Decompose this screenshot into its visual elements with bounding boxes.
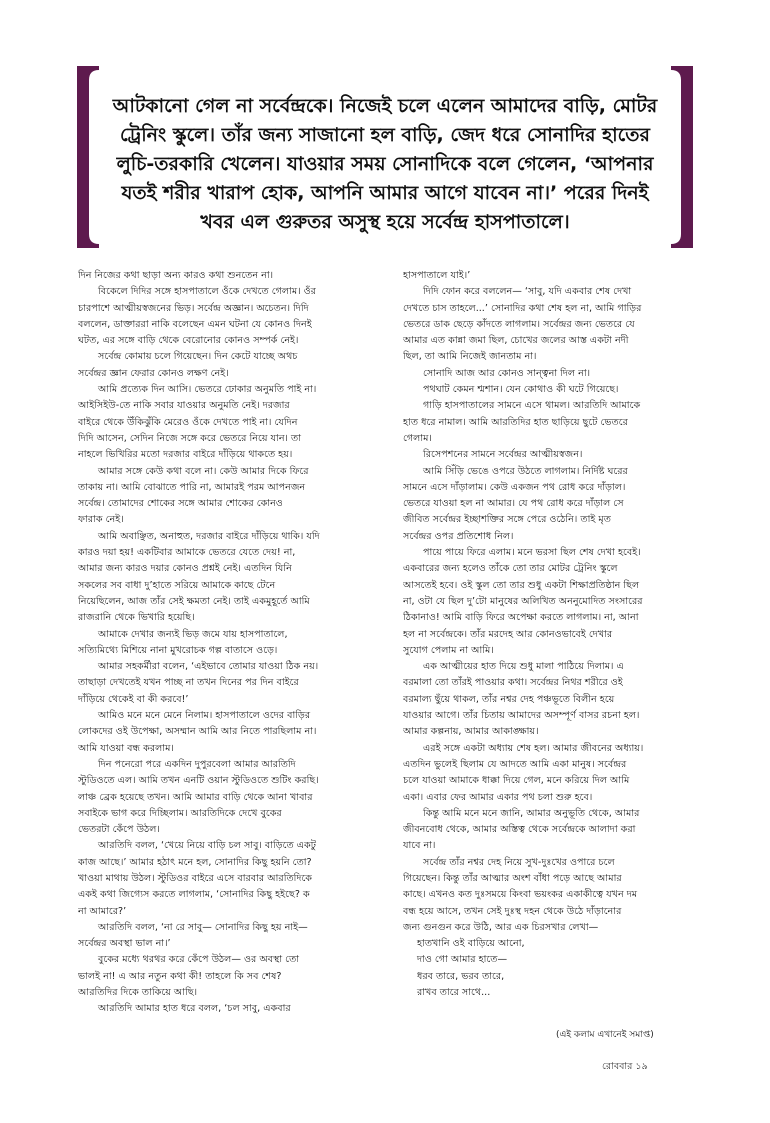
left-bracket-shape [77,66,99,248]
text-line: সর্বেন্দ্র। তোমাদের শোকের সঙ্গে আমার শোকের কোনও [78,498,283,510]
text-line: একা। এবার ফের আমার একার পথ চলা শুরু হবে। [403,791,593,803]
text-line: যাওয়ার আগে। তাঁর চিতায় আমাদের অসম্পূর্ণ বাসর রচনা হল। [403,710,640,722]
left-bracket-ornament [77,66,101,248]
text-line: সর্বেন্দ্র তাঁর নশ্বর দেহ নিয়ে সুখ-দুঃখের ওপারে চলে [423,856,615,868]
text-line: বরমালা তো তাঁরই পাওয়ার কথা। সর্বেন্দ্রর নিথর শরীরে ওই [403,677,623,689]
text-line: আমার এত কান্না জমা ছিল, চোখের জলের আস্ত একটা নদী [403,335,629,347]
verse-line: রাখব তারে সাথে... [417,987,491,999]
text-line: জীবনবোধ থেকে, আমার অস্তিত্ব থেকে সর্বেন্দ্রকে আলাদা করা [403,824,636,836]
text-line: আরতিদি বলল, ‘খেয়ে নিয়ে বাড়ি চল সাবু। বাড়িতে একটু [98,840,316,852]
text-line: বুকের মধ্যে থরথর করে কেঁপে উঠল— ওর অবস্থা তো [98,954,300,966]
left-text-column [78,268,378,1018]
text-line: সামনে এসে দাঁড়ালাম। কেউ একজন পথ রোধ করে দাঁড়াল। [403,481,626,493]
text-line: আরতিদি আমার হাত ধরে বলল, ‘চল সাবু, একবার [98,1003,291,1015]
text-line: সর্বেন্দ্রর ওপর প্রতিশোধ নিল। [403,530,514,542]
pull-quote-line: আটকানো গেল না সর্বেন্দ্রকে। নিজেই চলে এলেন আমাদের বাড়ি, মোটর [112,95,658,117]
text-line: গাড়ি হাসপাতালের সামনে এসে থামল। আরতিদি আমাকে [423,400,641,412]
text-line: আমাকে দেখার জন্যই ভিড় জমে যায় হাসপাতালে, [98,628,288,640]
text-line: একই কথা জিগ্যেস করতে লাগলাম, ‘সোনাদির কিছু হইছে? ক [78,889,310,901]
text-line: বললেন, ডাক্তাররা নাকি বলেছেন এমন ঘটনা যে কোনও দিনই [78,318,312,330]
text-line: দিন নিজের কথা ছাড়া অন্য কারও কথা শুনতেন না। [78,270,274,281]
text-line: বন্ধ হয়ে আসে, তখন সেই দুঃস্থ দহন থেকে উঠে দাঁড়ানোর [403,905,622,917]
text-line: আমিও মনে মনে মেনে নিলাম। হাসপাতালে ওদের বাড়ির [98,710,311,722]
text-line: তাকায় না। আমি বোঝাতে পারি না, আমারই পরম আপনজন [78,481,306,493]
text-line: কাছে। এখনও কত দুঃসময়ে কিংবা ভয়ংকর একাকীত্বে যখন দম [403,889,638,901]
text-line: ভেতরটা কেঁপে উঠল। [78,824,160,836]
text-line: কাজ আছে।’ আমার হঠাৎ মনে হল, সোনাদির কিছু হয়নি তো? [78,856,312,868]
text-line: আরতিদি বলল, ‘না রে সাবু— সোনাদির কিছু হয় নাই— [98,921,308,933]
text-line: পথঘাট কেমন শ্মশান। যেন কোথাও কী ঘটে গিয়েছে। [423,384,619,396]
text-line: কিন্তু আমি মনে মনে জানি, আমার অনুভূতি থেকে, আমার [423,807,640,819]
text-line: ছিল, তা আমি নিজেই জানতাম না। [403,351,537,363]
text-line: হাত ধরে নামাল। আমি আরতিদির হাত ছাড়িয়ে ছুটে ভেতরে [403,416,628,428]
text-line: তাছাড়া দেখতেই যখন পাচ্ছ না তখন দিনের পর দিন বাইরে [78,677,299,689]
text-line: বরমাল্য ছুঁয়ে থাকল, তাঁর নশ্বর দেহ পঞ্চভূতে বিলীন হয়ে [403,693,615,705]
right-bracket-shape [671,66,693,248]
text-line: দিদি ফোন করে বললেন— ‘সাবু, যদি একবার শেষ দেখা [423,286,632,298]
text-line: দেখতে চাস তাহলে...’ সোনাদির কথা শেষ হল না, আমি গাড়ির [403,302,642,314]
right-text-column [403,268,709,1001]
text-line: বিকেলে দিদির সঙ্গে হাসপাতালে ওঁকে দেখতে গেলাম। ওঁর [98,286,316,298]
page-number: ১৯ [635,1061,648,1072]
text-line: বাইরে থেকে উঁকিঝুঁকি মেরেও ওঁকে দেখতে পাই না। যেদিন [78,416,298,428]
text-line: আমি সিঁড়ি ভেঙে ওপরে উঠতে লাগলাম। নির্দিষ্ট ঘরের [423,465,628,477]
text-line: না আমারে?’ [78,905,127,917]
text-line: আমি যাওয়া বন্ধ করলাম। [78,742,174,754]
page-footer [602,1060,648,1075]
text-line: সর্বেন্দ্রর অবস্থা ভাল না।’ [78,938,171,950]
text-line: সোনাদি আজ আর কোনও সান্ত্বনা দিল না। [423,367,591,379]
text-line: সবাইকে ভাগ করে দিচ্ছিলাম। আরতিদিকে দেখে বুকের [78,807,282,819]
text-line: জন্য গুনগুন করে উঠি, আর এক চিরসখার লেখা— [403,921,599,933]
text-line: লাঞ্চ ব্রেক হয়েছে তখন। আমি আমার বাড়ি থেকে আনা খাবার [78,791,313,803]
text-line: জীবিত সর্বেন্দ্রর ইচ্ছাশক্তির সঙ্গে পেরে ওঠেনি। তাই মৃত [403,514,611,526]
text-line: গেলাম। [403,432,432,444]
text-line: সকলের সব বাধা দু’হাতে সরিয়ে আমাকে কাছে টেনে [78,579,276,591]
text-line: লোকদের ওই উপেক্ষা, অসম্মান আমি আর নিতে পারছিলাম না। [78,726,317,738]
text-line: দিদি আসেন, সেদিন নিজে সঙ্গে করে ভেতরে নিয়ে যান। তা [78,432,302,444]
text-line: পায়ে পায়ে ফিরে এলাম। মনে ভরসা ছিল শেষ দেখা হবেই। [423,547,641,559]
text-line: কারও দয়া হয়! একটিবার আমাকে ভেতরে যেতে দেয়! না, [78,547,296,559]
text-line: দাঁড়িয়ে থেকেই বা কী করবে!’ [78,693,189,705]
text-line: হাসপাতালে যাই।’ [403,270,471,281]
text-line: রিসেপশনের সামনে সর্বেন্দ্রর আত্মীয়স্বজন। [423,449,583,461]
text-line: চলে যাওয়া আমাকে ধাক্কা দিয়ে গেল, মনে করিয়ে দিল আমি [403,775,630,787]
text-line: ঠিকানাও! আমি বাড়ি ফিরে অপেক্ষা করতে লাগলাম। না, আনা [403,612,639,624]
text-line: সর্বেন্দ্র কোমায় চলে গিয়েছেন। দিন কেটে যাচ্ছে অথচ [98,351,298,363]
verse-line: হাতখানি ওই বাড়িয়ে আনো, [417,938,525,950]
text-line: এতদিন ভুলেই ছিলাম যে আদতে আমি একা মানুষ। সর্বেন্দ্রর [403,758,627,770]
text-line: সত্যিমিথ্যে মিশিয়ে নানা মুখরোচক গল্প বাতাসে ওড়ে। [78,644,278,656]
verse-line: দাও গো আমার হাতে— [417,954,508,966]
text-line: নিয়েছিলেন, আজ তাঁর সেই ক্ষমতা নেই। তাই একমুহূর্তে আমি [78,595,310,607]
text-line: গিয়েছেন। কিন্তু তাঁর আত্মার অংশ বাঁধা পড়ে আছে আমার [403,872,622,884]
pull-quote-line: খবর এল গুরুতর অসুস্থ হয়ে সর্বেন্দ্র হাসপাতালে। [200,211,570,233]
text-line: এক আত্মীয়ের হাত দিয়ে শুধু মালা পাঠিয়ে দিলাম। এ [423,661,624,673]
text-line: আমি প্রত্যেক দিন আসি। ভেতরে ঢোকার অনুমতি পাই না। [98,384,317,396]
pull-quote-line: লুচি-তরকারি খেলেন। যাওয়ার সময় সোনাদিকে বলে গেলেন, ‘আপনার [116,153,654,175]
text-line: আমি অবাঞ্ছিত, অনাহুত, দরজার বাইরে দাঁড়িয়ে থাকি। যদি [98,530,320,542]
text-line: যাবে না। [403,840,436,852]
text-line: স্টুডিওতে এল। আমি তখন এনটি ওয়ান স্টুডিওতে শুটিং করছি। [78,775,319,787]
text-line: খাওয়া মাথায় উঠল। স্টুডিওর বাইরে এসে বারবার আরতিদিকে [78,872,313,884]
text-line: আমার জন্য কারও দয়ার কোনও প্রশ্নই নেই। এতদিন যিনি [78,563,292,575]
text-line: ভেতরে যাওয়া হল না আমার। যে পথ রোধ করে দাঁড়াল সে [403,498,624,510]
right-bracket-ornament [669,66,693,248]
text-line: চারপাশে আত্মীয়স্বজনের ভিড়। সর্বেন্দ্র অজ্ঞান। অচেতন। দিদি [78,302,309,314]
text-line: আসতেই হবে। ওই স্কুল তো তার শুধু একটা শিক্ষাপ্রতিষ্ঠান ছিল [403,579,640,591]
text-line: এরই সঙ্গে একটা অধ্যায় শেষ হল। আমার জীবনের অধ্যায়। [423,742,644,754]
text-line: রাজরানি থেকে ভিখারি হয়েছি। [78,612,195,624]
text-line: দিন পনেরো পরে একদিন দুপুরবেলা আমার আরতিদি [98,758,296,770]
text-line: সর্বেন্দ্রর জ্ঞান ফেরার কোনও লক্ষণ নেই। [78,367,229,379]
text-line: সুযোগ পেলাম না আমি। [403,644,494,656]
pull-quote-line: ট্রেনিং স্কুলে। তাঁর জন্য সাজানো হল বাড়ি, জেদ ধরে সোনাদির হাতের [120,124,650,146]
verse-line: ধরব তারে, ভরব তারে, [417,970,505,982]
text-line: আরতিদির দিকে তাকিয়ে আছি। [78,987,198,999]
text-line: আমার কল্পনায়, আমার আকাঙ্ক্ষায়। [403,726,539,738]
pull-quote-line: যতই শরীর খারাপ হোক, আপনি আমার আগে যাবেন না।’ পরের দিনই [121,182,649,204]
text-line: আমার সহকর্মীরা বলেন, ‘এইভাবে তোমার যাওয়া ঠিক নয়। [98,661,319,673]
pull-quote-text [105,92,665,237]
column-end-note: (এই কলাম এখানেই সমাপ্ত) [556,1030,654,1040]
text-line: হল না সর্বেন্দ্রকে। তাঁর মরদেহ আর কোনওভাবেই দেখার [403,628,613,640]
text-line: একবারের জন্য হলেও তাঁকে তো তার মোটর ট্রেনিং স্কুলে [403,563,618,575]
text-line: ঘটত, এর সঙ্গে বাড়ি থেকে বেরোনোর কোনও সম্পর্ক নেই। [78,335,299,347]
text-line: না, ওটা যে ছিল দু’টো মানুষের অলিখিত অননুমোদিত সংসারের [403,595,643,607]
text-line: ভেতরে ডাক ছেড়ে কাঁদতে লাগলাম। সর্বেন্দ্রর জন্য ভেতরে যে [403,318,635,330]
text-line: নাহলে ভিখিরির মতো দরজার বাইরে দাঁড়িয়ে থাকতে হয়। [78,449,293,461]
pull-quote-box [77,66,693,248]
text-line: ভালই না! এ আর নতুন কথা কী! তাহলে কি সব শেষ? [78,970,282,982]
text-line: আমার সঙ্গে কেউ কথা বলে না। কেউ আমার দিকে ফিরে [98,465,309,477]
footer-section-name: রোববার [602,1061,633,1072]
text-line: ফারাক নেই। [78,514,124,526]
text-line: আইসিইউ-তে নাকি সবার যাওয়ার অনুমতি নেই। দরজার [78,400,290,412]
